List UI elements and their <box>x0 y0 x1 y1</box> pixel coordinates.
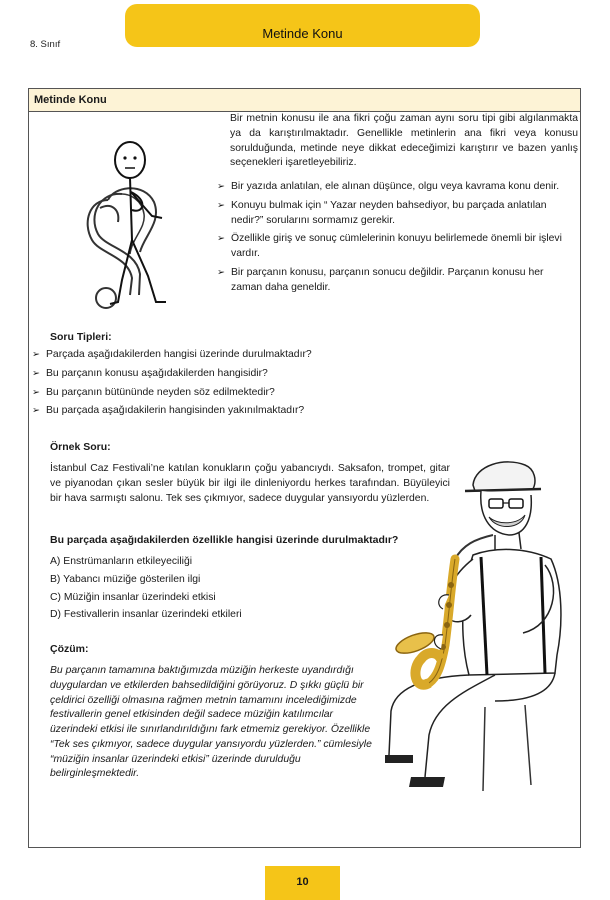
thinking-figure-illustration <box>70 130 180 315</box>
intro-paragraph: Bir metnin konusu ile ana fikri çoğu zaman aynı soru tipi gibi algılanmakta ya da karıştırılmaktadır. Genellikle metinlerin ana fikri veya konusu sorulduğunda, metinde neye dikkat edeceğimizi karıştırır ve bazen yanlış seçenekleri işaretleyebiliriz. <box>230 113 578 169</box>
grade-label: 8. Sınıf <box>30 39 61 50</box>
list-item: ➢ Özellikle giriş ve sonuç cümlelerinin konuyu belirlemede önemli bir işlevi vardır. <box>217 232 577 262</box>
box-title: Metinde Konu <box>29 89 580 112</box>
saxophone-player-illustration <box>385 455 575 795</box>
example-passage: İstanbul Caz Festivali’ne katılan konukların çoğu yabancıydı. Saksafon, trompet, gitar ve piyanodan çıkan sesler büyük bir ilgi ile dinleniyordu herkes tarafından. Büyüleyici bir hava sarmıştı salonu. Tek ses çıkmıyor, sadece duygular yansıyordu yüzlerden. <box>50 463 450 504</box>
tips-list <box>217 180 577 299</box>
solution-heading: Çözüm: <box>50 643 89 655</box>
option-a: A) Enstrümanların etkileyeciliği <box>50 556 193 567</box>
page-number: 10 <box>265 866 340 900</box>
answer-options <box>50 555 300 626</box>
option-b: B) Yabancı müziğe gösterilen ilgi <box>50 573 201 585</box>
question-types-list <box>32 348 452 423</box>
example-question: Bu parçada aşağıdakilerden özellikle hangisi üzerinde durulmaktadır? <box>50 534 399 546</box>
page-title-tab <box>125 4 480 47</box>
list-item: ➢ Bu parçada aşağıdakilerin hangisinden yakınılmaktadır? <box>32 404 452 419</box>
list-item: ➢ Konuyu bulmak için “ Yazar neyden bahsediyor, bu parçada anlatılan nedir?” sorularını sormamız gerekir. <box>217 199 577 229</box>
solution-text: Bu parçanın tamamına baktığımızda müziğin herkeste uyandırdığı duygulardan ve etkilerden bahsedildiğini görüyoruz. D şıkkı güçlü bir çeldirici özelliği olmasına rağmen metnin tamamını incelediğimizde festivallerin genel etkisinden değil sadece müziğin katılımcılar üzerindeki etkisi ile sınırlandırıldığını fark etmemiz gerekiyor. Özellikle “Tek ses çıkmıyor, sadece duygular yansıyordu yüzlerden.” cümlesiyle “müziğin insanlar üzerindeki etkisi” üzerinde durulduğu belirginleşmektedir. <box>50 665 372 780</box>
option-c: C) Müziğin insanlar üzerindeki etkisi <box>50 591 216 603</box>
example-heading: Örnek Soru: <box>50 441 111 453</box>
list-item: ➢ Bu parçanın konusu aşağıdakilerden hangisidir? <box>32 367 452 382</box>
list-item: ➢ Bir parçanın konusu, parçanın sonucu değildir. Parçanın konusu her zaman daha geneldir. <box>217 266 577 296</box>
question-types-heading: Soru Tipleri: <box>50 331 112 343</box>
list-item: ➢ Bir yazıda anlatılan, ele alınan düşünce, olgu veya kavrama konu denir. <box>217 180 577 195</box>
page-title: Metinde Konu <box>262 25 343 41</box>
list-item: ➢ Bu parçanın bütününde neyden söz edilmektedir? <box>32 386 452 401</box>
list-item: ➢ Parçada aşağıdakilerden hangisi üzerinde durulmaktadır? <box>32 348 452 363</box>
option-d: D) Festivallerin insanlar üzerindeki etkileri <box>50 609 242 621</box>
